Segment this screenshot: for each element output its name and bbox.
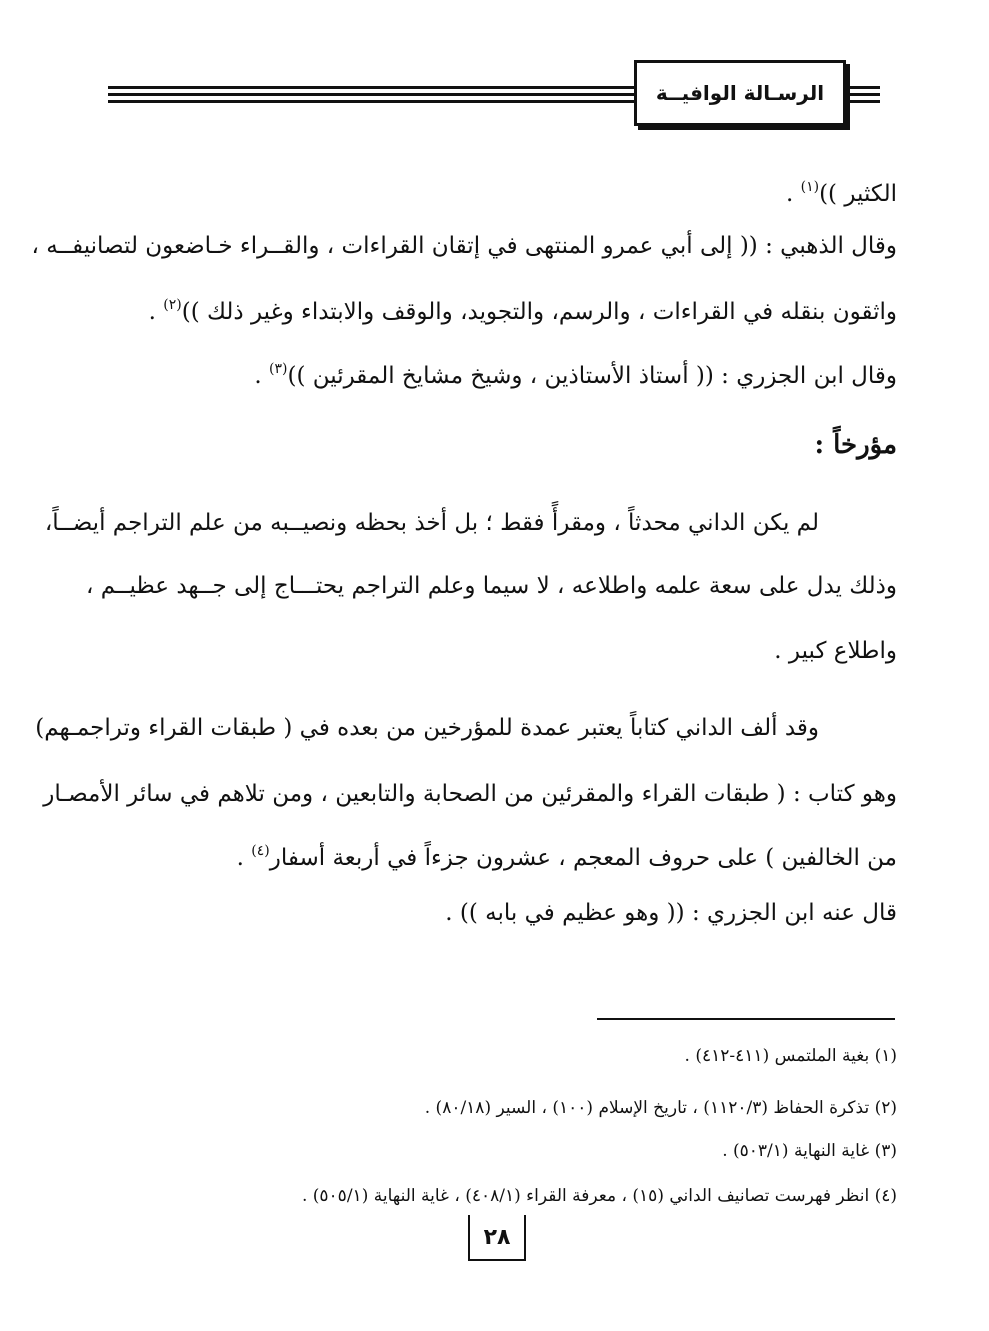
para1-line-3-content: واطلاع كبير .	[774, 638, 897, 664]
header-rule-left-2	[108, 93, 634, 96]
para2-line-3	[237, 836, 897, 873]
section-heading: مؤرخاً :	[814, 430, 897, 460]
text-line-2	[31, 231, 897, 261]
para2-line-4-content: قال عنه ابن الجزري : (( وهو عظيم في بابه )) .	[445, 900, 897, 926]
para2-line-1-content: وقد ألف الداني كتاباً يعتبر عمدة للمؤرخين من بعده في ( طبقات القراء وتراجمـهم)	[35, 715, 819, 741]
running-header-title: الرسـالة الوافيــة	[655, 81, 825, 105]
text-line-4-end: .	[254, 363, 270, 389]
header-rule-left-1	[108, 86, 634, 89]
para2-line-1	[35, 713, 819, 743]
header-rule-left-3	[108, 100, 634, 103]
text-line-3-end: .	[148, 299, 164, 325]
header-rule-right-1	[850, 86, 880, 89]
para2-line-2	[43, 779, 897, 809]
text-line-3-content: واثقون بنقله في القراءات ، والرسم، والتجويد، والوقف والابتداء وغير ذلك ))	[181, 299, 897, 325]
footnote-ref-2: (٢)	[163, 297, 182, 313]
footnote-4: (٤) انظر فهرست تصانيف الداني (١٥) ، معرفة القراء (٤٠٨/١) ، غاية النهاية (٥٠٥/١) .	[301, 1186, 897, 1206]
text-line-4	[254, 354, 897, 391]
text-line-1	[786, 172, 897, 209]
text-line-3	[149, 290, 897, 327]
footnote-3: (٣) غاية النهاية (٥٠٣/١) .	[722, 1141, 897, 1161]
page-number-value: ٢٨	[483, 1224, 511, 1250]
text-line-1-content: الكثير ))	[819, 181, 897, 207]
footnote-separator	[597, 1018, 895, 1020]
para2-line-3-content: من الخالفين ) على حروف المعجم ، عشرون جزءاً في أربعة أسفار	[269, 845, 897, 871]
footnote-ref-3: (٣)	[269, 361, 288, 377]
para1-line-2	[85, 571, 897, 601]
para2-line-2-content: وهو كتاب : ( طبقات القراء والمقرئين من الصحابة والتابعين ، ومن تلاهم في سائر الأمصـار	[43, 781, 897, 807]
page-number	[468, 1215, 526, 1261]
running-header	[634, 60, 846, 126]
header-rule-right-3	[850, 100, 880, 103]
footnote-ref-1: (١)	[800, 179, 820, 195]
text-line-2-content: وقال الذهبي : (( إلى أبي عمرو المنتهى في إتقان القراءات ، والقــراء خـاضعون لتصانيفــه ،	[31, 233, 897, 259]
footnote-ref-4: (٤)	[251, 843, 270, 859]
para1-line-2-content: وذلك يدل على سعة علمه واطلاعه ، لا سيما وعلم التراجم يحتـــاج إلى جــهد عظيــم ،	[85, 573, 897, 599]
text-line-1-end: .	[785, 181, 801, 207]
para1-line-3	[774, 636, 897, 666]
para2-line-3-end: .	[236, 845, 252, 871]
para1-line-1	[45, 508, 819, 538]
footnote-1: (١) بغية الملتمس (٤١١-٤١٢) .	[684, 1046, 897, 1066]
para1-line-1-content: لم يكن الداني محدثاً ، ومقرأً فقط ؛ بل أخذ بحظه ونصيــبه من علم التراجم أيضــاً،	[44, 510, 819, 536]
header-rule-right-2	[850, 93, 880, 96]
para2-line-4	[445, 898, 897, 928]
text-line-4-content: وقال ابن الجزري : (( أستاذ الأستاذين ، وشيخ مشايخ المقرئين ))	[287, 363, 897, 389]
footnote-2: (٢) تذكرة الحفاظ (١١٢٠/٣) ، تاريخ الإسلام (١٠٠) ، السير (٨٠/١٨) .	[424, 1098, 897, 1118]
